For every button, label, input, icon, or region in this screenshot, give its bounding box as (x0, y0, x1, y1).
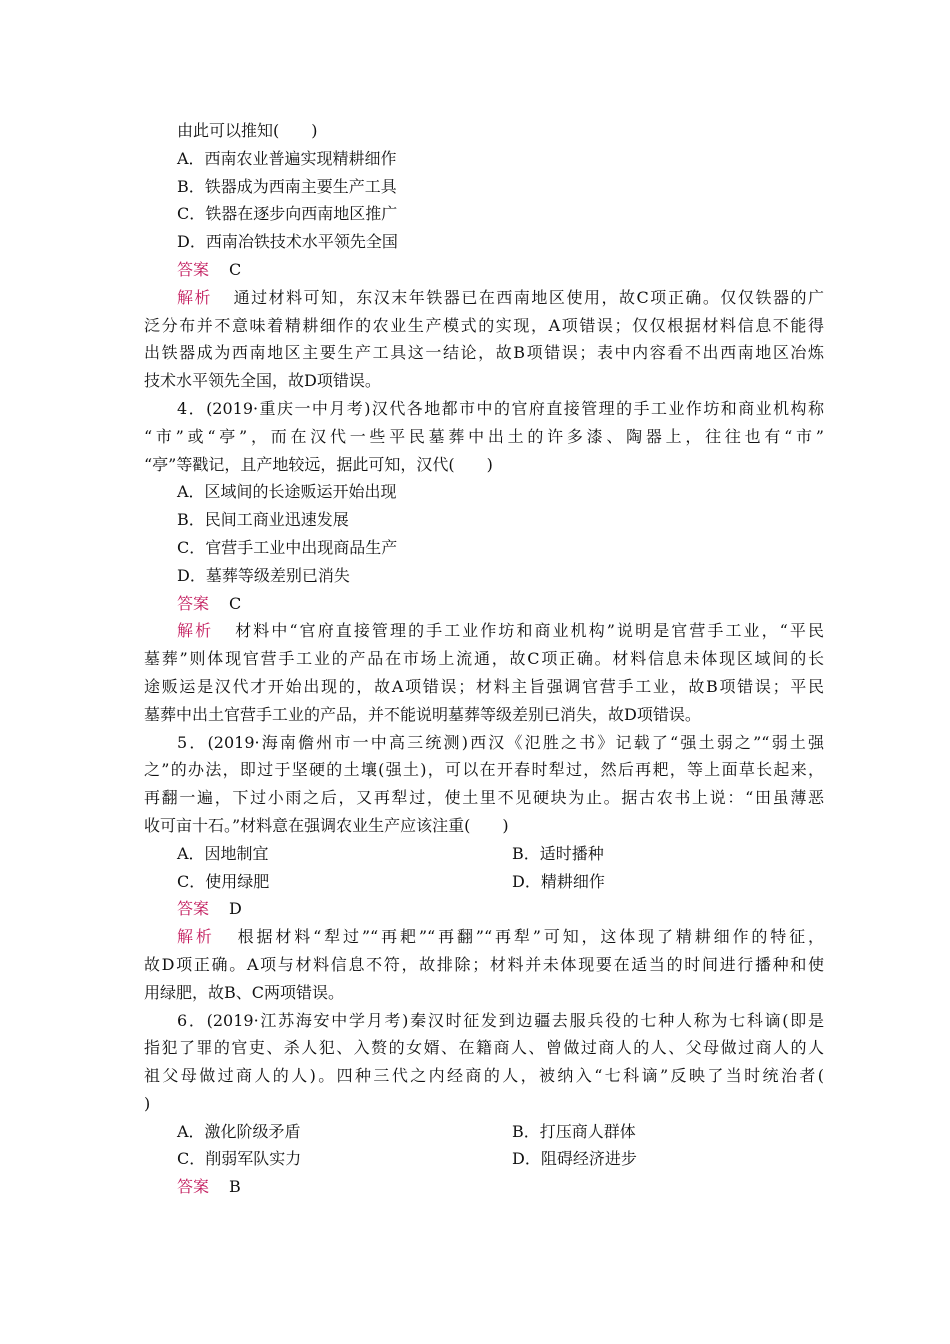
q6-option-a: A．激化阶级矛盾 (177, 1121, 301, 1141)
q4-stem-line: “市”或“亭”，而在汉代一些平民墓葬中出土的许多漆、陶器上，往往也有“市” (144, 426, 824, 446)
q4-stem-line: 4．(2019·重庆一中月考)汉代各地都市中的官府直接管理的手工业作坊和商业机构称 (177, 398, 824, 418)
q5-option-b: B．适时播种 (512, 843, 604, 863)
q5-options-row (144, 868, 824, 896)
q3-analysis-line: 出铁器成为西南地区主要生产工具这一结论，故B项错误；表中内容看不出西南地区冶炼 (144, 343, 824, 363)
answer-label: 答案 (177, 593, 210, 613)
question-content (144, 117, 824, 1201)
q5-stem-line: 再翻一遍，下过小雨之后，又再犁过，使土里不见硬块为止。据古农书上说：“田虽薄恶 (144, 788, 824, 808)
answer-value: D (229, 899, 242, 919)
q4-option-a: A．区域间的长途贩运开始出现 (177, 482, 397, 502)
q6-answer (144, 1173, 824, 1201)
q6-stem-line: 祖父母做过商人的人)。四种三代之内经商的人，被纳入“七科谪”反映了当时统治者( (144, 1066, 824, 1086)
q5-stem-line: 收可亩十石。”材料意在强调农业生产应该注重( ) (144, 815, 509, 835)
q4-option-c: C．官营手工业中出现商品生产 (177, 537, 398, 557)
q3-option-b: B．铁器成为西南主要生产工具 (177, 176, 397, 196)
analysis-label: 解析 (177, 287, 213, 307)
q6-stem-line: 指犯了罪的官吏、杀人犯、入赘的女婿、在籍商人、曾做过商人的人、父母做过商人的人 (144, 1038, 824, 1058)
q5-answer (144, 895, 824, 923)
answer-label: 答案 (177, 899, 210, 919)
q4-analysis-line: 墓葬中出土官营手工业的产品，并不能说明墓葬等级差别已消失，故D项错误。 (144, 704, 701, 724)
q4-option-b: B．民间工商业迅速发展 (177, 510, 349, 530)
q4-option-d: D．墓葬等级差别已消失 (177, 565, 350, 585)
q5-analysis-line: 用绿肥，故B、C两项错误。 (144, 982, 345, 1002)
q3-stem: 由此可以推知( ) (177, 121, 318, 140)
q5-options-row (144, 840, 824, 868)
answer-label: 答案 (177, 259, 210, 279)
q5-stem-line: 5．(2019·海南儋州市一中高三统测)西汉《氾胜之书》记载了“强土弱之”“弱土强 (177, 732, 824, 752)
answer-value: B (229, 1177, 241, 1197)
q6-stem-line: 6．(2019·江苏海安中学月考)秦汉时征发到边疆去服兵役的七种人称为七科谪(即是 (177, 1010, 824, 1030)
q4-analysis-line: 墓葬”则体现官营手工业的产品在市场上流通，故C项正确。材料信息未体现区域间的长 (144, 649, 824, 669)
answer-value: C (229, 259, 242, 279)
q3-analysis-line: 泛分布并不意味着精耕细作的农业生产模式的实现，A项错误；仅仅根据材料信息不能得 (144, 315, 824, 335)
answer-value: C (229, 593, 242, 613)
q5-option-c: C．使用绿肥 (177, 871, 270, 891)
q4-answer (144, 590, 824, 618)
q3-option-a: A．西南农业普遍实现精耕细作 (177, 148, 397, 168)
analysis-label: 解析 (177, 927, 215, 947)
q6-option-b: B．打压商人群体 (512, 1121, 636, 1141)
q3-option-c: C．铁器在逐步向西南地区推广 (177, 204, 398, 224)
q3-analysis-line: 解析 通过材料可知，东汉末年铁器已在西南地区使用，故C项正确。仅仅铁器的广 (177, 287, 824, 307)
q5-analysis-line: 解析 根据材料“犁过”“再耙”“再翻”“再犁”可知，这体现了精耕细作的特征， (177, 927, 824, 947)
analysis-label: 解析 (177, 621, 214, 641)
q3-analysis-line: 技术水平领先全国，故D项错误。 (144, 371, 381, 391)
q5-option-a: A．因地制宜 (177, 843, 269, 863)
q6-option-d: D．阻碍经济进步 (512, 1149, 637, 1169)
q5-analysis-line: 故D项正确。A项与材料信息不符，故排除；材料并未体现要在适当的时间进行播种和使 (144, 954, 824, 974)
q4-analysis-line: 途贩运是汉代才开始出现的，故A项错误；材料主旨强调官营手工业，故B项错误；平民 (144, 676, 824, 696)
answer-label: 答案 (177, 1177, 210, 1197)
q6-options-row (144, 1145, 824, 1173)
q6-options-row (144, 1118, 824, 1146)
q5-option-d: D．精耕细作 (512, 871, 605, 891)
q6-stem-line: ) (144, 1093, 151, 1113)
q4-stem-line: “亭”等戳记，且产地较远，据此可知，汉代( ) (144, 454, 493, 474)
q6-option-c: C．削弱军队实力 (177, 1149, 302, 1169)
q3-answer (144, 256, 824, 284)
q3-option-d: D．西南冶铁技术水平领先全国 (177, 232, 398, 252)
q4-analysis-line: 解析 材料中“官府直接管理的手工业作坊和商业机构”说明是官营手工业，“平民 (177, 621, 824, 641)
q5-stem-line: 之”的办法，即过于坚硬的土壤(强土)，可以在开春时犁过，然后再耙，等上面草长起来， (144, 760, 824, 780)
